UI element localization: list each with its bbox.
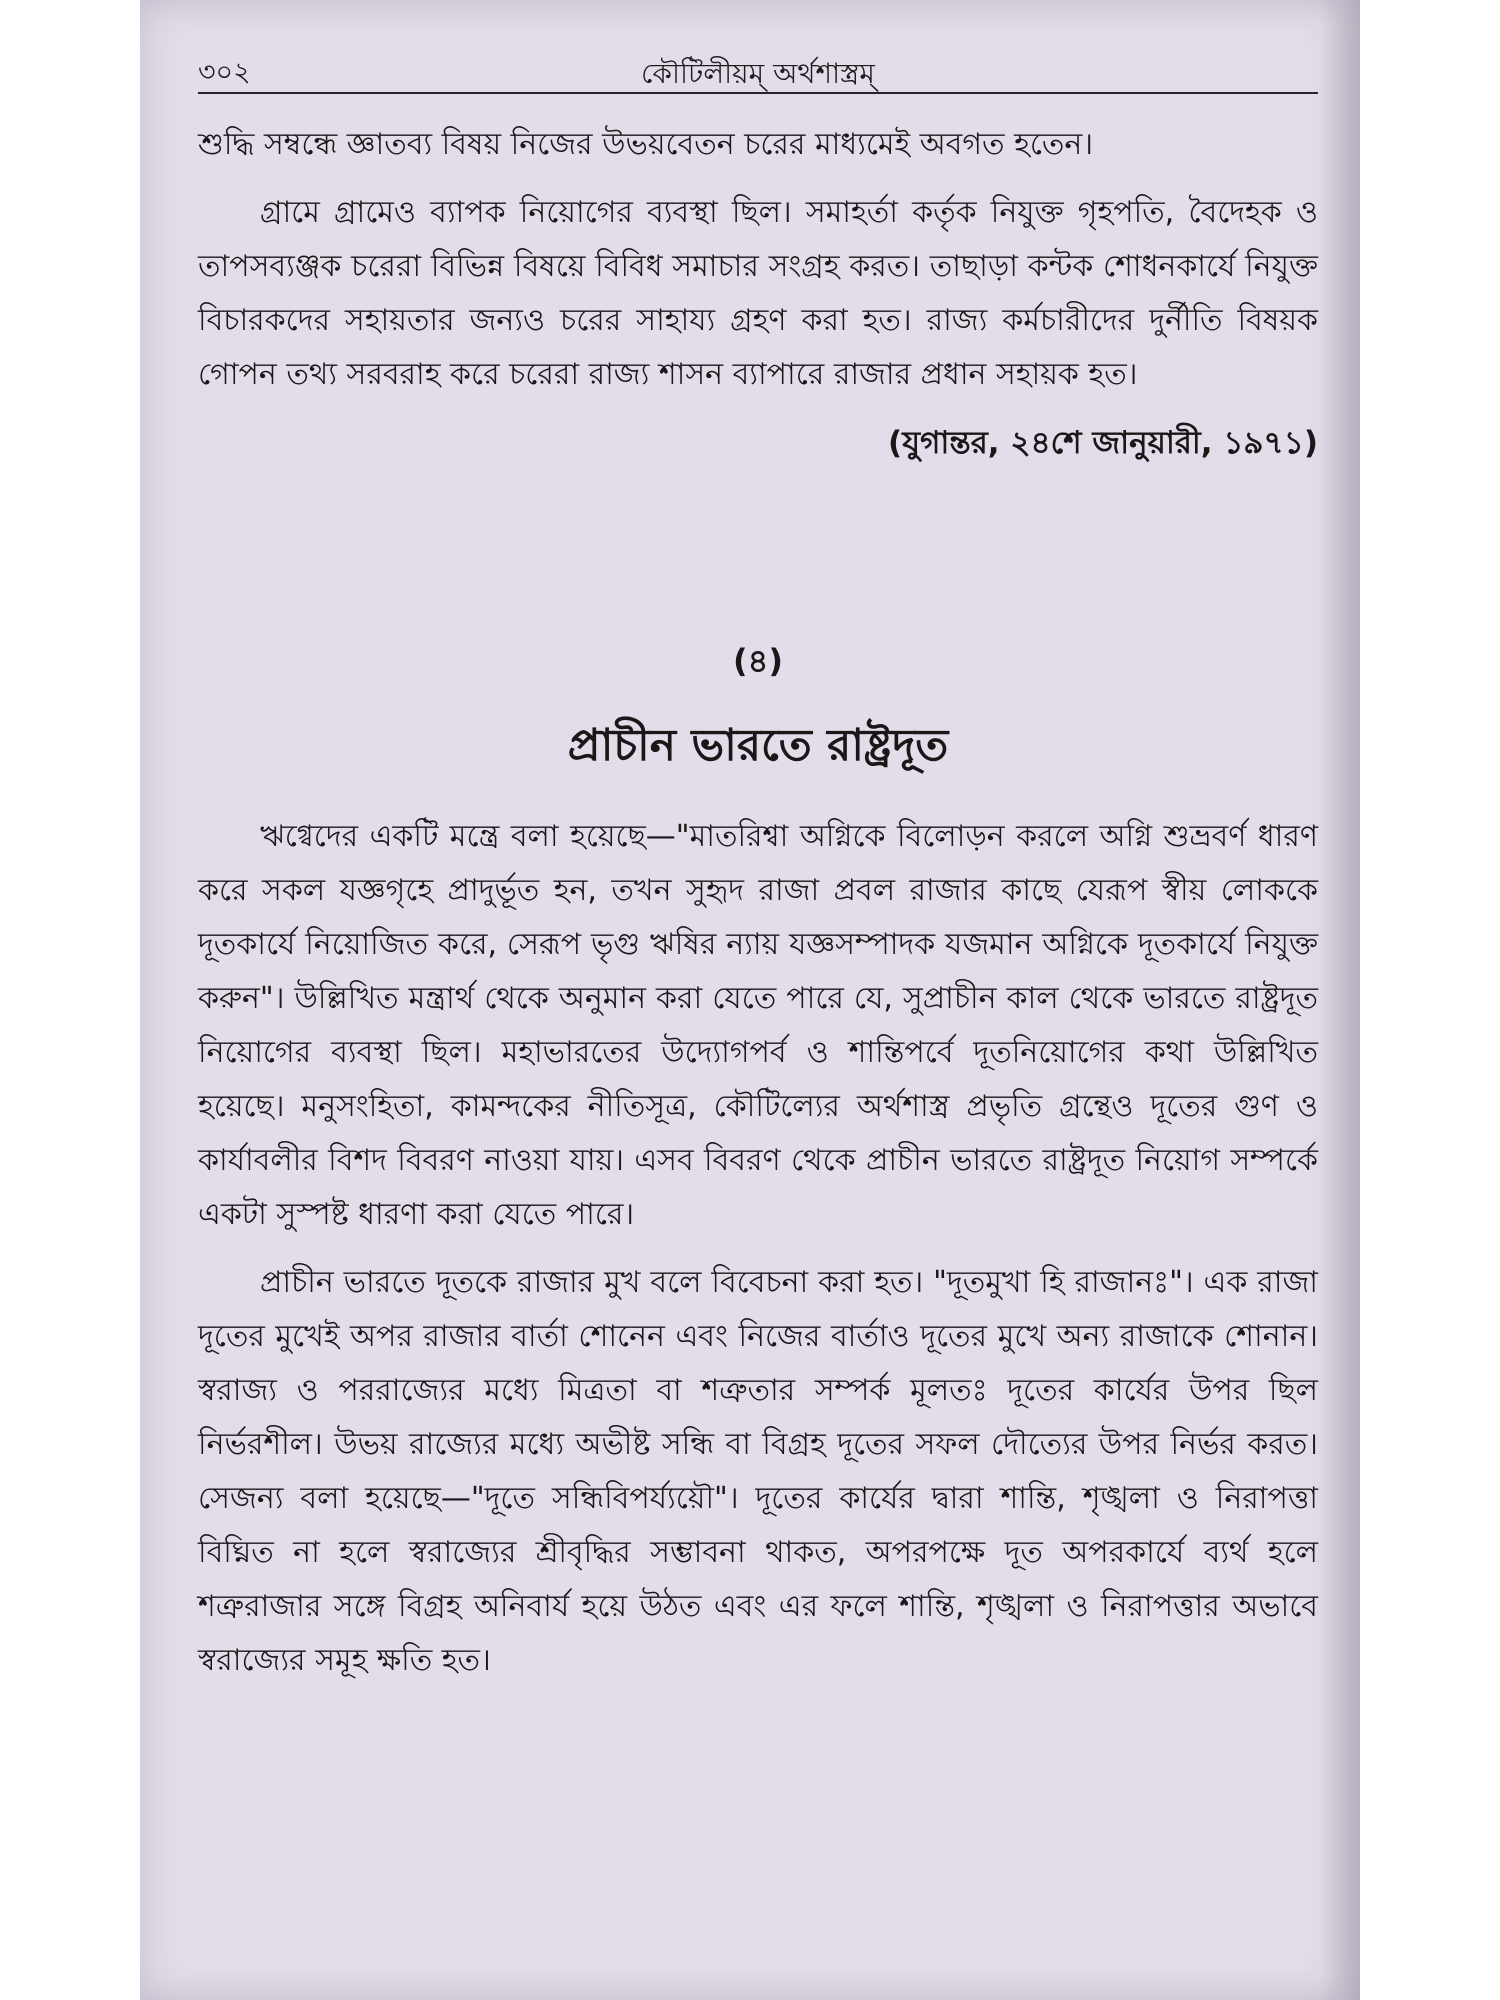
- paragraph: প্রাচীন ভারতে দূতকে রাজার মুখ বলে বিবেচনা করা হত। "দূতমুখা হি রাজানঃ"। এক রাজা দূতের মুখেই অপর রাজার বার্তা শোনেন এবং নিজের বার্তাও দূতের মুখে অন্য রাজাকে শোনান। স্বরাজ্য ও পররাজ্যের মধ্যে মিত্রতা বা শত্রুতার সম্পর্ক মূলতঃ দূতের কার্যের উপর ছিল নির্ভরশীল। উভয় রাজ্যের মধ্যে অভীষ্ট সন্ধি বা বিগ্রহ দূতের সফল দৌত্যের উপর নির্ভর করত। সেজন্য বলা হয়েছে—"দূতে সন্ধিবিপর্য্যয়ৌ"। দূতের কার্যের দ্বারা শান্তি, শৃঙ্খলা ও নিরাপত্তা বিঘ্নিত না হলে স্বরাজ্যের শ্রীবৃদ্ধির সম্ভাবনা থাকত, অপরপক্ষে দূত অপরকার্যে ব্যর্থ হলে শত্রুরাজার সঙ্গে বিগ্রহ অনিবার্য হয়ে উঠত এবং এর ফলে শান্তি, শৃঙ্খলা ও নিরাপত্তার অভাবে স্বরাজ্যের সমূহ ক্ষতি হত।: [198, 1265, 1318, 1678]
- book-page: [140, 0, 1360, 2000]
- continued-paragraph: শুদ্ধি সম্বন্ধে জ্ঞাতব্য বিষয় নিজের উভয়বেতন চরের মাধ্যমেই অবগত হতেন।: [198, 127, 1094, 162]
- citation: (যুগান্তর, ২৪শে জানুয়ারী, ১৯৭১): [888, 425, 1318, 461]
- section-text-block: [198, 810, 1318, 1702]
- top-text-block: [198, 118, 1318, 470]
- paragraph: ঋগ্বেদের একটি মন্ত্রে বলা হয়েছে—"মাতরিশ্বা অগ্নিকে বিলোড়ন করলে অগ্নি শুভ্রবর্ণ ধারণ করে সকল যজ্ঞগৃহে প্রাদুর্ভূত হন, তখন সুহৃদ রাজা প্রবল রাজার কাছে যেরূপ স্বীয় লোককে দূতকার্যে নিয়োজিত করে, সেরূপ ভৃগু ঋষির ন্যায় যজ্ঞসম্পাদক যজমান অগ্নিকে দূতকার্যে নিযুক্ত করুন"। উল্লিখিত মন্ত্রার্থ থেকে অনুমান করা যেতে পারে যে, সুপ্রাচীন কাল থেকে ভারতে রাষ্ট্রদূত নিয়োগের ব্যবস্থা ছিল। মহাভারতের উদ্যোগপর্ব ও শান্তিপর্বে দূতনিয়োগের কথা উল্লিখিত হয়েছে। মনুসংহিতা, কামন্দকের নীতিসূত্র, কৌটিল্যের অর্থশাস্ত্র প্রভৃতি গ্রন্থেও দূতের গুণ ও কার্যাবলীর বিশদ বিবরণ নাওয়া যায়। এসব বিবরণ থেকে প্রাচীন ভারতে রাষ্ট্রদূত নিয়োগ সম্পর্কে একটা সুস্পষ্ট ধারণা করা যেতে পারে।: [198, 819, 1318, 1232]
- section-title: প্রাচীন ভারতে রাষ্ট্রদূত: [567, 720, 949, 771]
- section-number: (৪): [732, 642, 783, 680]
- page-number: ৩০২: [198, 57, 251, 88]
- paragraph: গ্রামে গ্রামেও ব্যাপক নিয়োগের ব্যবস্থা ছিল। সমাহর্তা কর্তৃক নিযুক্ত গৃহপতি, বৈদেহক ও তাপসব্যঞ্জক চরেরা বিভিন্ন বিষয়ে বিবিধ সমাচার সংগ্রহ করত। তাছাড়া কন্টক শোধনকার্যে নিযুক্ত বিচারকদের সহায়তার জন্যও চরের সাহায্য গ্রহণ করা হত। রাজ্য কর্মচারীদের দুর্নীতি বিষয়ক গোপন তথ্য সরবরাহ করে চরেরা রাজ্য শাসন ব্যাপারে রাজার প্রধান সহায়ক হত।: [198, 195, 1318, 392]
- running-title: কৌটিলীয়ম্ অর্থশাস্ত্রম্: [641, 57, 875, 90]
- page-header: [198, 52, 1318, 94]
